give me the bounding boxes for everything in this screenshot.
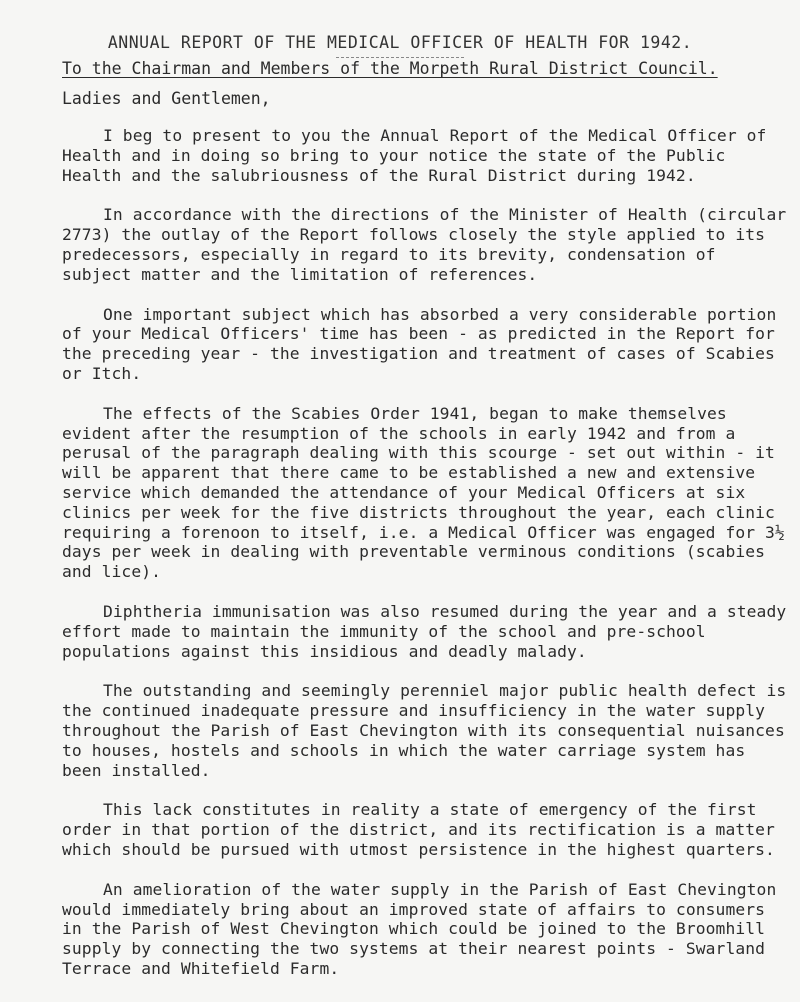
heading-rule	[336, 57, 464, 58]
paragraph-diphtheria: Diphtheria immunisation was also resumed during the year and a steady effort made to maintain the immunity of the school and pre-school populations against this insidious and deadly malady.	[62, 601, 797, 661]
address-line: To the Chairman and Members of the Morpeth Rural District Council.	[62, 59, 718, 78]
paragraph-ministry-directions: In accordance with the directions of the Minister of Health (circular 2773) the outlay of the Report follows closely the style applied to its predecessors, especially in regard to its brevity, condensation of subject matter and the limitation of references.	[62, 205, 797, 284]
paragraph-emergency: This lack constitutes in reality a state of emergency of the first order in that portion of the district, and its rectification is a matter which should be pursued with utmost persistence in the highest quarters.	[62, 800, 785, 859]
paragraph-introduction: I beg to present to you the Annual Report of the Medical Officer of Health and in doing so bring to your notice the state of the Public Health and the salubriousness of the Rural District during 1942.	[62, 126, 777, 185]
report-body	[62, 126, 797, 999]
paragraph-scabies-subject: One important subject which has absorbed a very considerable portion of your Medical Officers' time has been - as predicted in the Report for the preceding year - the investigation and treatment of cases of Scabies or Itch.	[62, 304, 787, 383]
salutation: Ladies and Gentlemen,	[62, 89, 271, 108]
paragraph-scabies-order: The effects of the Scabies Order 1941, began to make themselves evident after the resumption of the schools in early 1942 and from a perusal of the paragraph dealing with this scourge - set out within - it will be apparent that there came to be established a new and extensive service which demanded the attendance of your Medical Officers at six clinics per week for the five districts throughout the year, each clinic requiring a forenoon to itself, i.e. a Medical Officer was engaged for 3½ days per week in dealing with preventable verminous conditions (scabies and lice).	[62, 403, 795, 582]
report-heading: ANNUAL REPORT OF THE MEDICAL OFFICER OF HEALTH FOR 1942.	[107, 33, 693, 52]
paragraph-amelioration: An amelioration of the water supply in the Parish of East Chevington would immediately bring about an improved state of affairs to consumers in the Parish of West Chevington which could be joined to the Broomhill supply by connecting the two systems at their nearest points - Swarland Terrace and Whitefield Farm.	[62, 879, 787, 978]
paragraph-water-supply-defect: The outstanding and seemingly perenniel major public health defect is the continued inadequate pressure and insufficiency in the water supply throughout the Parish of East Chevington with its consequential nuisances to houses, hostels and schools in which the water carriage system has been installed.	[62, 681, 797, 780]
